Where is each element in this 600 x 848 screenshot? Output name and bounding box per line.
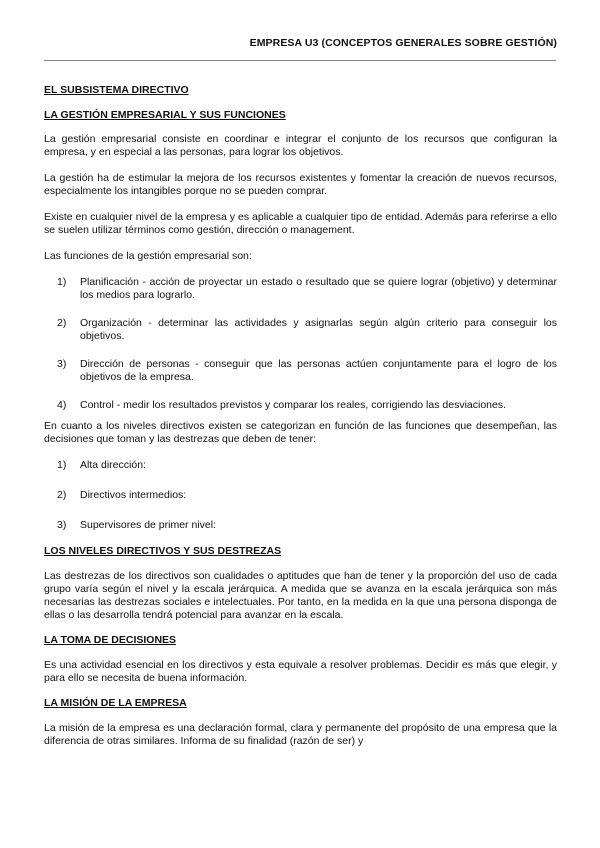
paragraph: La gestión empresarial consiste en coordinar e integrar el conjunto de los recursos que configuran la empresa, y en especial a las personas, para lograr los objetivos.: [44, 133, 557, 158]
section-heading-gestion: LA GESTIÓN EMPRESARIAL Y SUS FUNCIONES: [44, 109, 286, 121]
paragraph: La gestión ha de estimular la mejora de los recursos existentes y fomentar la creación de nuevos recursos, especialmente los intangibles porque no se pueden comprar.: [44, 172, 557, 197]
list-item-text: Organización - determinar las actividades y asignarlas según algún criterio para conseguir los objetivos.: [80, 317, 557, 342]
list-number: 2): [57, 317, 67, 329]
list-item: [44, 459, 557, 472]
list-item: [44, 317, 557, 343]
section-heading-subsistema: EL SUBSISTEMA DIRECTIVO: [44, 84, 189, 96]
list-number: 4): [57, 399, 67, 411]
list-item-text: Control - medir los resultados previstos y comparar los reales, corrigiendo las desviaciones.: [80, 399, 507, 411]
list-number: 3): [57, 519, 67, 531]
paragraph: Las destrezas de los directivos son cualidades o aptitudes que han de tener y la proporción del uso de cada grupo varía según el nivel y la escala jerárquica. A medida que se avanza en la escala jerárquica son más necesarias las destrezas sociales e intelectuales. Por tanto, en la medida en la que una persona disponga de ellas o las desarrolla tendrá potencial para avanzar en la escala.: [44, 570, 557, 621]
paragraph: Es una actividad esencial en los directivos y esta equivale a resolver problemas. Decidir es más que elegir, y para ello se necesita de buena información.: [44, 659, 557, 684]
list-item-text: Dirección de personas - conseguir que las personas actúen conjuntamente para el logro de los objetivos de la empresa.: [80, 358, 557, 383]
list-item: [44, 358, 557, 384]
list-item: [44, 399, 557, 412]
list-number: 1): [57, 459, 67, 471]
levels-list: [44, 459, 557, 532]
paragraph: Las funciones de la gestión empresarial son:: [44, 250, 252, 262]
list-item: [44, 519, 557, 532]
functions-list: [44, 276, 557, 412]
list-item-text: Alta dirección:: [80, 459, 146, 471]
section-heading-decisiones: LA TOMA DE DECISIONES: [44, 634, 177, 646]
page-header-title: EMPRESA U3 (CONCEPTOS GENERALES SOBRE GESTIÓN): [249, 37, 557, 49]
list-item: [44, 489, 557, 502]
list-item-text: Supervisores de primer nivel:: [80, 519, 216, 531]
section-heading-mision: LA MISIÓN DE LA EMPRESA: [44, 697, 187, 709]
list-number: 2): [57, 489, 67, 501]
list-number: 3): [57, 358, 67, 370]
paragraph: La misión de la empresa es una declaración formal, clara y permanente del propósito de una empresa que la diferencia de otras similares. Informa de su finalidad (razón de ser) y: [44, 722, 557, 747]
list-item-text: Directivos intermedios:: [80, 489, 187, 501]
paragraph: En cuanto a los niveles directivos existen se categorizan en función de las funciones que desempeñan, las decisiones que toman y las destrezas que deben de tener:: [44, 420, 557, 445]
list-number: 1): [57, 276, 67, 288]
section-heading-niveles: LOS NIVELES DIRECTIVOS Y SUS DESTREZAS: [44, 545, 282, 557]
list-item-text: Planificación - acción de proyectar un estado o resultado que se quiere lograr (objetivo) y determinar los medios para lograrlo.: [80, 276, 557, 301]
header-divider: [44, 60, 556, 61]
document-body: [44, 84, 557, 748]
paragraph: Existe en cualquier nivel de la empresa y es aplicable a cualquier tipo de entidad. Además para referirse a ello se suelen utilizar términos como gestión, dirección o management.: [44, 211, 557, 236]
list-item: [44, 276, 557, 302]
